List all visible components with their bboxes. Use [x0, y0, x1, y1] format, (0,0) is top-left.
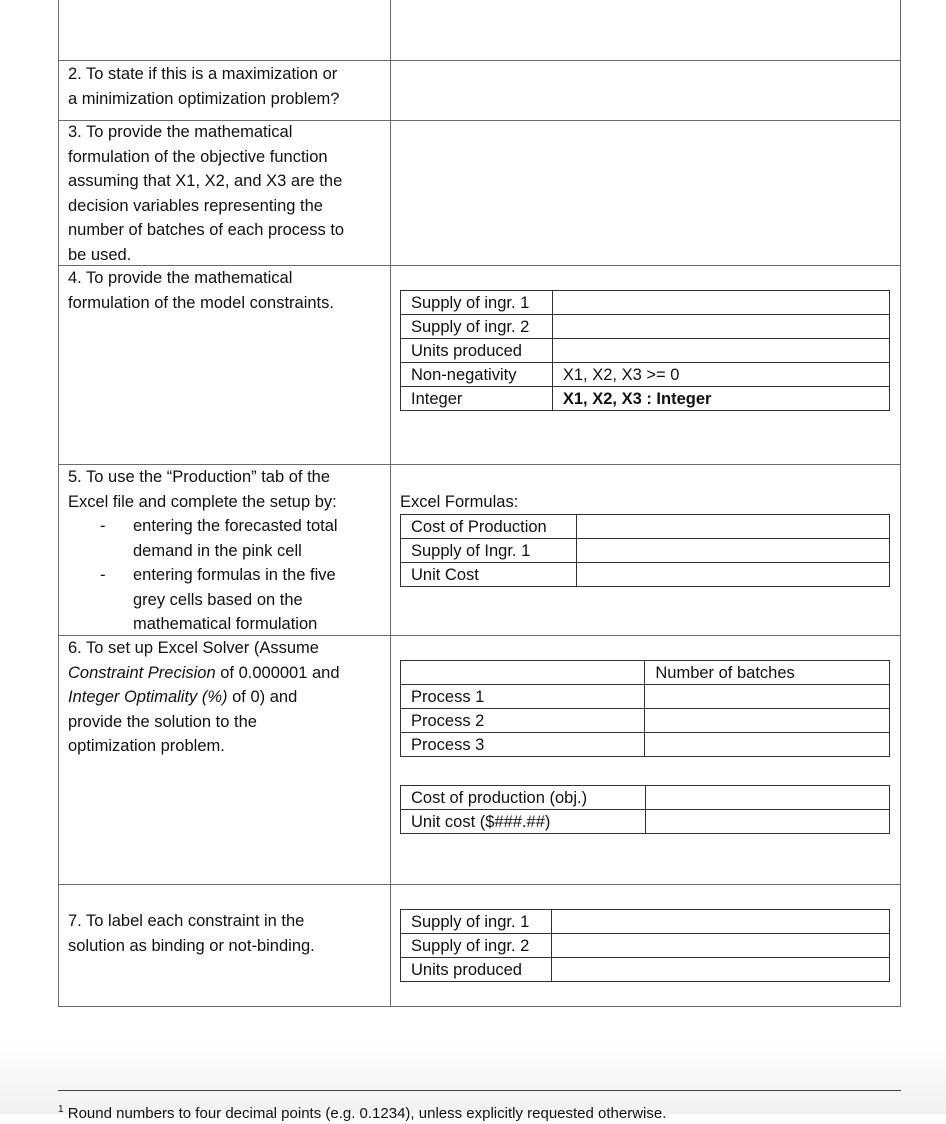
row-divider	[58, 60, 901, 61]
list-item	[68, 563, 386, 637]
question-line: 5. To use the “Production” tab of the	[68, 468, 331, 486]
binding-value[interactable]	[551, 934, 889, 958]
bullet-list	[68, 514, 386, 637]
question-line	[68, 685, 386, 710]
question-2	[68, 62, 386, 111]
header-empty-cell	[401, 661, 645, 685]
table-row	[401, 958, 890, 982]
question-line: solution as binding or not-binding.	[68, 936, 315, 955]
table-row	[401, 934, 890, 958]
question-line: a minimization optimization problem?	[68, 89, 340, 108]
table-border-left	[58, 0, 59, 1007]
excel-formulas-title: Excel Formulas:	[400, 493, 519, 511]
table-row	[401, 315, 890, 339]
process-label: Process 2	[401, 709, 645, 733]
bullet-dash: -	[100, 566, 106, 584]
constraint-label: Integer	[401, 387, 553, 411]
question-text: of 0) and	[227, 688, 298, 706]
objective-label: Unit cost ($###.##)	[401, 810, 646, 834]
constraint-label: Supply of ingr. 2	[401, 315, 553, 339]
process-label: Process 1	[401, 685, 645, 709]
footnote	[58, 1100, 666, 1124]
binding-label: Supply of ingr. 1	[401, 910, 552, 934]
table-border-right	[900, 0, 901, 1007]
batches-value[interactable]	[645, 733, 890, 757]
question-text: of 0.000001 and	[215, 663, 340, 682]
table-header-row	[401, 661, 890, 685]
constraint-label: Supply of ingr. 1	[401, 291, 553, 315]
bullet-line: demand in the pink cell	[133, 541, 302, 560]
footnote-text: Round numbers to four decimal points (e.g. 0.1234), unless explicitly requested otherwise.	[63, 1105, 667, 1122]
bullet-line: entering formulas in the five	[133, 566, 336, 584]
question-3	[68, 120, 386, 267]
question-line: provide the solution to the	[68, 712, 257, 731]
row-divider	[58, 884, 901, 885]
formula-label: Supply of Ingr. 1	[401, 539, 577, 563]
italic-term: Constraint Precision	[68, 663, 216, 682]
question-line: Excel file and complete the setup by:	[68, 492, 337, 511]
constraints-table	[400, 290, 890, 411]
column-header: Number of batches	[645, 661, 890, 685]
table-row	[401, 733, 890, 757]
table-row	[401, 786, 890, 810]
constraint-value: X1, X2, X3 : Integer	[552, 387, 889, 411]
question-line: formulation of the model constraints.	[68, 293, 334, 312]
bullet-dash: -	[100, 517, 106, 535]
formula-label: Unit Cost	[401, 563, 577, 587]
constraint-value[interactable]	[552, 339, 889, 363]
question-4	[68, 266, 386, 315]
objective-label: Cost of production (obj.)	[401, 786, 646, 810]
constraint-label: Units produced	[401, 339, 553, 363]
constraint-value: X1, X2, X3 >= 0	[552, 363, 889, 387]
footnote-separator	[58, 1090, 901, 1091]
constraint-label: Non-negativity	[401, 363, 553, 387]
table-row	[401, 339, 890, 363]
italic-term: Integer Optimality (%)	[68, 688, 228, 706]
solver-table	[400, 660, 890, 757]
objective-table	[400, 785, 890, 834]
process-label: Process 3	[401, 733, 645, 757]
table-row	[401, 563, 890, 587]
binding-value[interactable]	[551, 910, 889, 934]
objective-value[interactable]	[645, 786, 889, 810]
list-item	[68, 514, 386, 563]
constraint-value[interactable]	[552, 291, 889, 315]
table-row	[401, 810, 890, 834]
objective-value[interactable]	[645, 810, 889, 834]
footnote-marker: 1	[58, 1104, 64, 1115]
formula-value[interactable]	[576, 515, 889, 539]
table-row	[401, 291, 890, 315]
question-line: assuming that X1, X2, and X3 are the	[68, 172, 343, 190]
question-7	[68, 909, 386, 958]
constraint-value[interactable]	[552, 315, 889, 339]
table-row	[401, 363, 890, 387]
binding-label: Units produced	[401, 958, 552, 982]
formula-value[interactable]	[576, 563, 889, 587]
question-line: 7. To label each constraint in the	[68, 912, 305, 930]
bullet-line: mathematical formulation	[133, 615, 318, 633]
table-column-divider	[390, 0, 391, 1007]
table-row	[401, 709, 890, 733]
binding-value[interactable]	[551, 958, 889, 982]
question-line: optimization problem.	[68, 737, 225, 755]
binding-label: Supply of ingr. 2	[401, 934, 552, 958]
table-border-bottom	[58, 1006, 901, 1007]
question-6	[68, 636, 386, 759]
question-line: 6. To set up Excel Solver (Assume	[68, 639, 319, 657]
question-line: number of batches of each process to	[68, 221, 345, 239]
excel-formulas-table	[400, 514, 890, 587]
question-line: 2. To state if this is a maximization or	[68, 65, 338, 83]
binding-table	[400, 909, 890, 982]
question-line: formulation of the objective function	[68, 147, 328, 166]
question-line: 3. To provide the mathematical	[68, 123, 293, 141]
question-5	[68, 465, 386, 637]
question-line: decision variables representing the	[68, 196, 323, 215]
batches-value[interactable]	[645, 685, 890, 709]
table-row	[401, 387, 890, 411]
question-line: 4. To provide the mathematical	[68, 269, 293, 287]
question-line	[68, 661, 386, 686]
question-line: be used.	[68, 245, 132, 264]
bullet-line: entering the forecasted total	[133, 517, 338, 535]
bullet-line: grey cells based on the	[133, 590, 303, 609]
batches-value[interactable]	[645, 709, 890, 733]
formula-label: Cost of Production	[401, 515, 577, 539]
table-row	[401, 515, 890, 539]
table-row	[401, 685, 890, 709]
formula-value[interactable]	[576, 539, 889, 563]
table-row	[401, 539, 890, 563]
table-row	[401, 910, 890, 934]
